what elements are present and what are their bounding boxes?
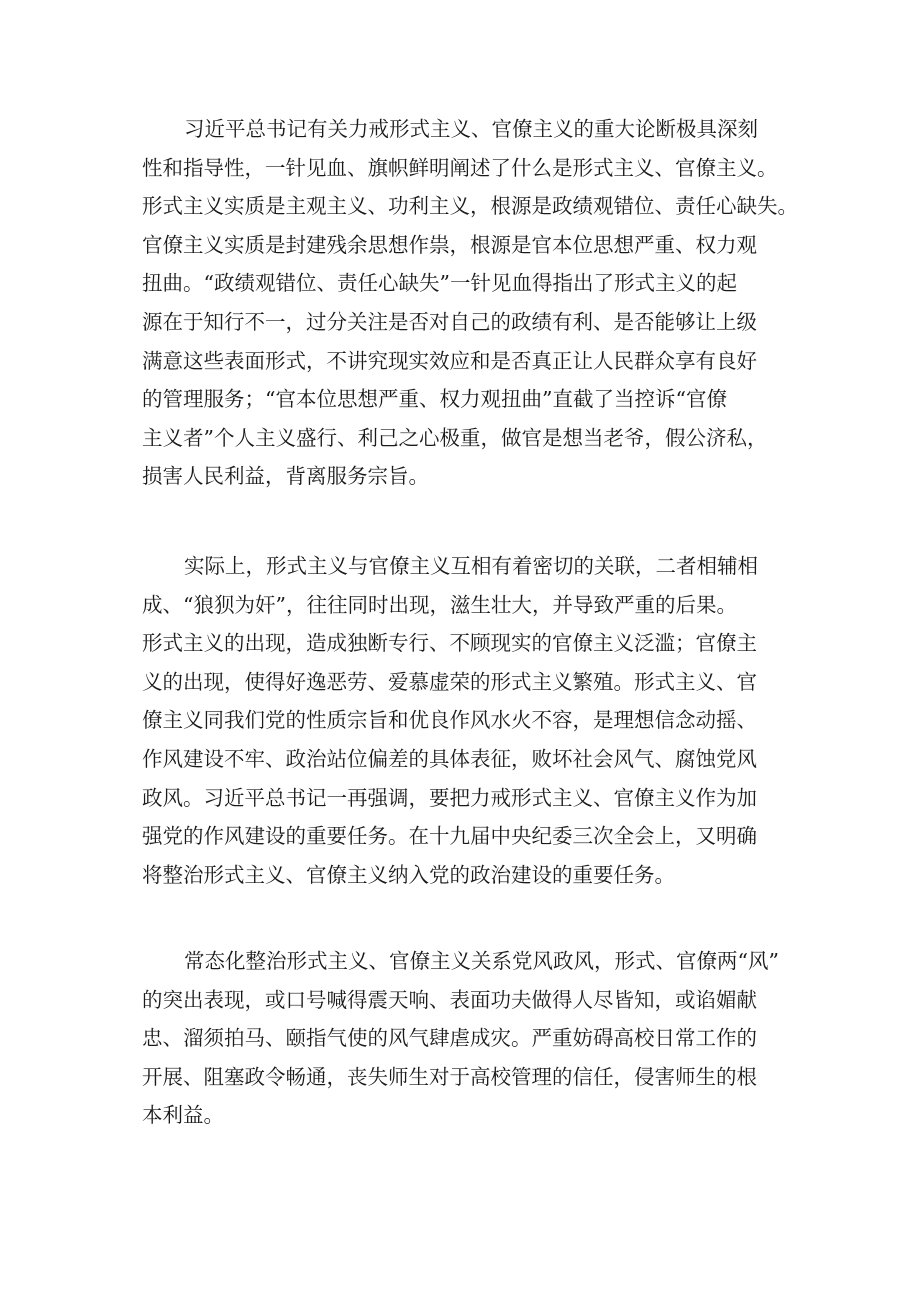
- text-line: 本利益。: [142, 1103, 224, 1128]
- text-line: 僚主义同我们党的性质宗旨和优良作风水火不容，是理想信念动摇、: [142, 708, 757, 733]
- text-line: 义的出现，使得好逸恶劳、爱慕虚荣的形式主义繁殖。形式主义、官: [142, 669, 757, 694]
- text-line: 习近平总书记有关力戒形式主义、官僚主义的重大论断极具深刻: [184, 117, 758, 141]
- text-line: 成、“狼狈为奸”，往往同时出现，滋生壮大，并导致严重的后果。: [142, 592, 737, 617]
- text-line: 将整治形式主义、官僚主义纳入党的政治建设的重要任务。: [142, 862, 675, 887]
- paragraph-3: [142, 942, 802, 1135]
- text-line: 的管理服务；“官本位思想严重、权力观扭曲”直截了当控诉“官僚: [142, 387, 727, 412]
- text-line: 强党的作风建设的重要任务。在十九届中央纪委三次全会上，又明确: [142, 824, 757, 849]
- text-line: 的突出表现，或口号喊得震天响、表面功夫做得人尽皆知，或谄媚献: [142, 987, 757, 1012]
- paragraph-1: [142, 110, 802, 496]
- text-line: 性和指导性，一针见血、旗帜鲜明阐述了什么是形式主义、官僚主义。: [142, 155, 778, 180]
- text-line: 官僚主义实质是封建残余思想作祟，根源是官本位思想严重、权力观: [142, 232, 757, 257]
- paragraph-2: [142, 547, 802, 894]
- text-line: 扭曲。“政绩观错位、责任心缺失”一针见血得指出了形式主义的起: [142, 271, 737, 296]
- text-line: 形式主义的出现，造成独断专行、不顾现实的官僚主义泛滥；官僚主: [142, 631, 757, 656]
- text-line: 源在于知行不一，过分关注是否对自己的政绩有利、是否能够让上级: [142, 309, 757, 334]
- text-line: 政风。习近平总书记一再强调，要把力戒形式主义、官僚主义作为加: [142, 785, 757, 810]
- text-line: 损害人民利益，背离服务宗旨。: [142, 464, 429, 489]
- text-line: 形式主义实质是主观主义、功利主义，根源是政绩观错位、责任心缺失。: [142, 194, 798, 219]
- text-line: 作风建设不牢、政治站位偏差的具体表征，败坏社会风气、腐蚀党风: [142, 746, 757, 771]
- text-line: 忠、溜须拍马、颐指气使的风气肆虐成灾。严重妨碍高校日常工作的: [142, 1026, 757, 1051]
- text-line: 主义者”个人主义盛行、利己之心极重，做官是想当老爷，假公济私，: [142, 425, 768, 450]
- text-line: 常态化整治形式主义、官僚主义关系党风政风，形式、官僚两“风”: [184, 949, 779, 973]
- text-line: 满意这些表面形式，不讲究现实效应和是否真正让人民群众享有良好: [142, 348, 757, 373]
- text-line: 开展、阻塞政令畅通，丧失师生对于高校管理的信任，侵害师生的根: [142, 1064, 757, 1089]
- text-line: 实际上，形式主义与官僚主义互相有着密切的关联，二者相辅相: [184, 554, 758, 578]
